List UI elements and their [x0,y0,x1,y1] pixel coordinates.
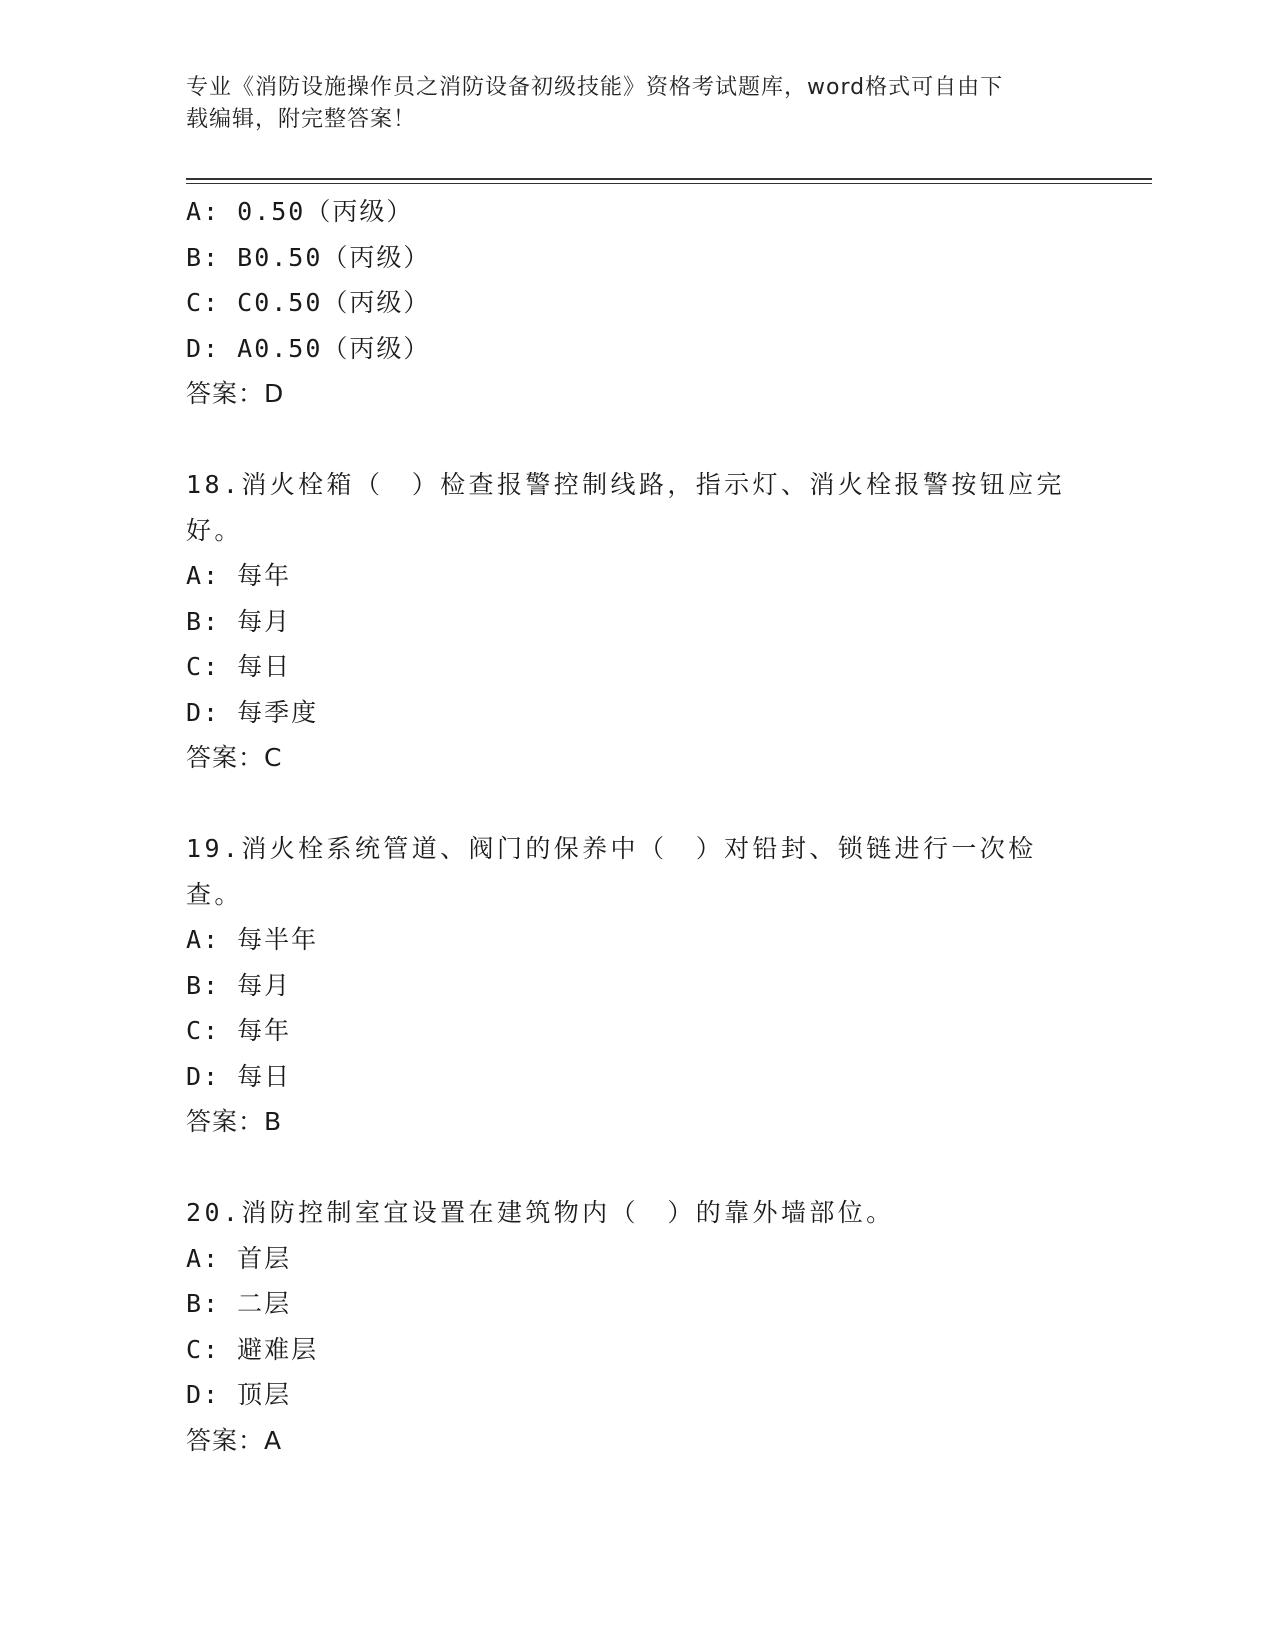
option-d: D: 顶层 [186,1380,292,1409]
option-c: C: C0.50（丙级） [186,288,431,317]
question-block-17 [186,189,1086,417]
option-c: C: 每日 [186,652,292,681]
option-a: A: 首层 [186,1243,292,1273]
option-d: D: 每日 [186,1061,292,1091]
header-line-1: 专业《消防设施操作员之消防设备初级技能》资格考试题库，word格式可自由下 [186,75,1004,100]
question-text: 20.消防控制室宜设置在建筑物内（ ）的靠外墙部位。 [186,1198,895,1227]
option-b: B: 每月 [186,970,292,1000]
option-a: A: 每年 [186,561,292,590]
option-a: A: 0.50（丙级） [186,197,414,226]
option-c: C: 每年 [186,1016,292,1045]
option-c: C: 避难层 [186,1334,319,1364]
question-block-19 [186,826,1086,1145]
header-divider-thin [186,183,1152,184]
header-line-2: 载编辑，附完整答案！ [186,107,417,132]
option-a: A: 每半年 [186,925,319,954]
option-b: B: 二层 [186,1289,292,1318]
option-d: D: A0.50（丙级） [186,333,431,363]
question-block-18 [186,462,1086,781]
question-text: 18.消火栓箱（ ）检查报警控制线路，指示灯、消火栓报警按钮应完好。 [186,470,1065,545]
option-b: B: B0.50（丙级） [186,242,431,272]
question-block-20 [186,1190,1086,1463]
option-d: D: 每季度 [186,697,319,727]
spacer [186,1145,1086,1191]
answer-label: 答案：C [186,743,283,772]
spacer [186,781,1086,827]
question-text: 19.消火栓系统管道、阀门的保养中（ ）对铅封、锁链进行一次检查。 [186,834,1037,909]
header-divider-thick [186,178,1152,180]
document-header [186,72,1066,136]
answer-label: 答案：B [186,1107,283,1136]
spacer [186,417,1086,463]
question-list [186,189,1086,1463]
answer-label: 答案：A [186,1425,283,1455]
answer-label: 答案：D [186,379,285,408]
option-b: B: 每月 [186,606,292,636]
